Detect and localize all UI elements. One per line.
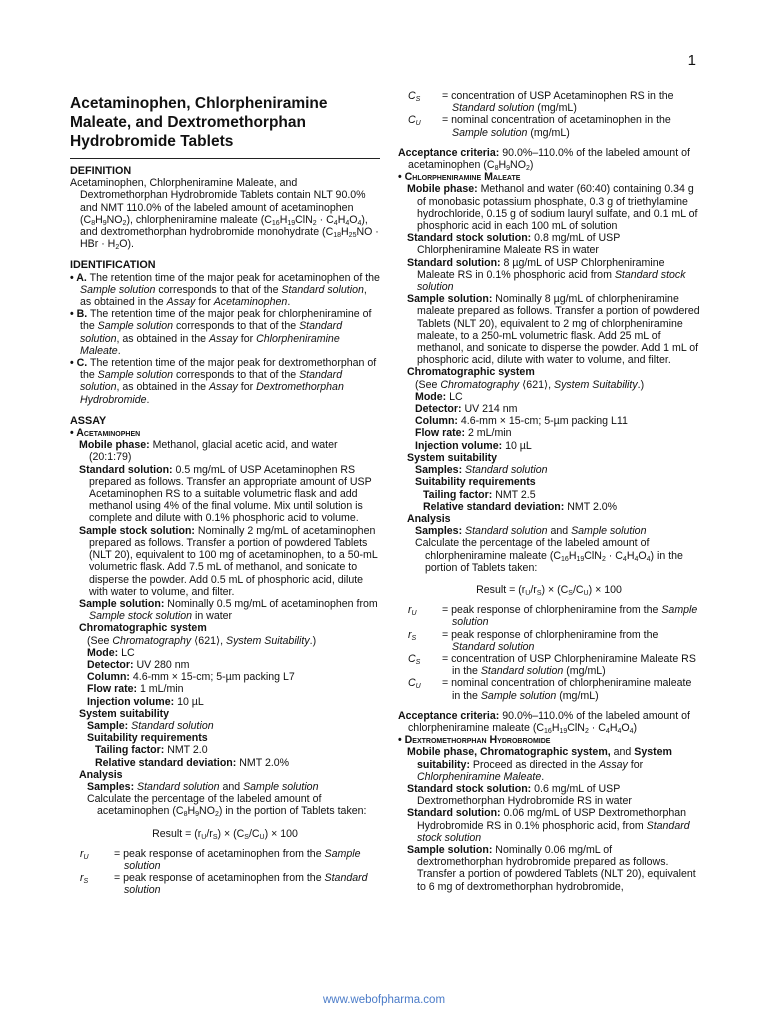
acet-suitability-requirements: Suitability requirements (87, 732, 208, 745)
chlor-flow-rate: Flow rate: 2 mL/min (415, 427, 512, 440)
assay-heading: ASSAY (70, 414, 107, 427)
acetaminophen-subsection: • Acetaminophen (70, 427, 141, 440)
definition-text: Acetaminophen, Chlorpheniramine Maleate, and Dextromethorphan Hydrobromide Tablets contain NLT 90.0% and NMT 110.0% of the labeled amount of acetaminophen $(C_8H_9NO_2)$, chlorpheniramine maleate $(C_{16}H_{19}ClN_2 \cdot C_4H_4O_4)$, and dextromethorphan hydrobromide monohydrate ($C_{18}H_{25}NO$ · HBr · $H_2O$). (70, 177, 379, 252)
chlor-chrom-reference: (See Chromatography ⟨621⟩, System Suitability.) (415, 378, 645, 391)
acet-acceptance-criteria: Acceptance criteria: 90.0%–110.0% of the labeled amount of acetaminophen $(C_8H_9NO_2)$ (398, 146, 690, 173)
acet-column: Column: 4.6-mm × 15-cm; 5-µm packing L7 (87, 671, 295, 684)
acet-sample-stock-solution: Sample stock solution: Nominally 2 mg/mL of acetaminophen prepared as follows. Transfer a portion of powdered Tablets (NLT 20), equivalent to 100 mg of acetaminophen, to a 50-mL volumetric flask. Add 7.5 mL of methanol, and sonicate to disperse the powder. Add 0.5 mL of phosphoric acid, dilute with water to volume, and filter. (79, 524, 378, 598)
chlor-chromatographic-system: Chromatographic system (407, 366, 535, 379)
left-column (70, 90, 380, 897)
chlor-injection-volume: Injection volume: 10 µL (415, 439, 532, 452)
chlor-mobile-phase: Mobile phase: Methanol and water (60:40) containing 0.34 g of monobasic potassium phosphate, 0.3 g of triethylamine hydrochloride, 0.15 g of sodium lauryl sulfate, and 0.1 mL of phosphoric acid in each 100 mL of solution (407, 183, 698, 233)
chlor-rsd: Relative standard deviation: NMT 2.0% (423, 500, 618, 513)
acet-injection-volume: Injection volume: 10 µL (87, 695, 204, 708)
right-column (398, 90, 700, 893)
chlor-mode: Mode: LC (415, 390, 463, 403)
dex-sample-solution: Sample solution: Nominally 0.06 mg/mL of dextromethorphan hydrobromide prepared as follows. Transfer a portion of powdered Tablets (NLT 20), equivalent to 6 mg of dextromethorphan hydrobromide, (407, 843, 696, 893)
chlor-system-suitability: System suitability (407, 451, 498, 464)
acet-mode: Mode: LC (87, 646, 135, 659)
identification-a: • A. The retention time of the major peak for acetaminophen of the Sample solution corresponds to that of the Standard solution, as obtained in the Assay for Acetaminophen. (70, 271, 380, 309)
definition-heading: DEFINITION (70, 165, 132, 177)
acet-sample-solution: Sample solution: Nominally 0.5 mg/mL of acetaminophen from Sample stock solution in water (79, 597, 378, 623)
footer-link[interactable]: www.webofpharma.com (322, 994, 446, 1006)
monograph-title: Acetaminophen, Chlorpheniramine Maleate, and Dextromethorphan Hydrobromide Tablets (70, 95, 328, 150)
acet-def-cs: $C_S$ = concentration of USP Acetaminophen RS in the Standard solution (mg/mL) (408, 90, 674, 115)
chlor-result-formula: Result = $(r_U/r_S) \times (C_S/C_U) \times 100$ (476, 583, 622, 597)
chlor-detector: Detector: UV 214 nm (415, 403, 518, 416)
acet-analysis: Analysis (79, 768, 123, 781)
identification-c: • C. The retention time of the major peak for dextromethorphan of the Sample solution corresponds to that of the Standard solution, as obtained in the Assay for Dextromethorphan Hydrobromide. (70, 357, 377, 406)
chlor-def-ru: $r_U$ = peak response of chlorpheniramine from the Sample solution (408, 604, 698, 629)
acet-system-suitability: System suitability (79, 707, 170, 720)
acet-chromatographic-system: Chromatographic system (79, 622, 207, 635)
chlor-column: Column: 4.6-mm × 15-cm; 5-µm packing L11 (415, 415, 628, 428)
acet-def-ru: $r_U$ = peak response of acetaminophen from the Sample solution (80, 847, 361, 872)
acet-def-rs: $r_S$ = peak response of acetaminophen from the Standard solution (80, 872, 368, 897)
acet-detector: Detector: UV 280 nm (87, 658, 190, 671)
chlor-tailing-factor: Tailing factor: NMT 2.5 (423, 488, 536, 501)
acet-chrom-reference: (See Chromatography ⟨621⟩, System Suitability.) (87, 634, 317, 647)
chlor-samples: Samples: Standard solution and Sample solution (415, 525, 647, 538)
acet-samples: Samples: Standard solution and Sample solution (87, 780, 319, 793)
chlor-def-cu: $C_U$ = nominal concentration of chlorpheniramine maleate in the Sample solution (mg/mL) (408, 677, 692, 702)
identification-heading: IDENTIFICATION (70, 259, 156, 272)
chlor-ss-samples: Samples: Standard solution (415, 464, 548, 477)
chlor-standard-stock-solution: Standard stock solution: 0.8 mg/mL of USP Chlorpheniramine Maleate RS in water (407, 232, 621, 257)
dex-standard-solution: Standard solution: 0.06 mg/mL of USP Dextromethorphan Hydrobromide RS in 0.1% phosphoric acid, from Standard stock solution (407, 807, 690, 844)
chlor-sample-solution: Sample solution: Nominally 8 µg/mL of chlorpheniramine maleate prepared as follows. Transfer a portion of powdered Tablets (NLT 20), equivalent to 2 mg of chlorpheniramine maleate, to a 250-mL volumetric flask. Add 25 mL of methanol, and sonicate to disperse the powder. Add 1 mL of phosphoric acid, dilute with water to volume, and filter. (407, 293, 700, 367)
acet-flow-rate: Flow rate: 1 mL/min (87, 683, 184, 696)
acet-result-formula: Result = $(r_U/r_S) \times (C_S/C_U) \times 100$ (152, 827, 298, 841)
identification-b: • B. The retention time of the major peak for chlorpheniramine of the Sample solution corresponds to that of the Standard solution, as obtained in the Assay for Chlorpheniramine Maleate. (70, 308, 372, 357)
acet-ss-sample: Sample: Standard solution (87, 719, 214, 732)
acet-standard-solution: Standard solution: 0.5 mg/mL of USP Acetaminophen RS prepared as follows. Transfer an appropriate amount of USP Acetaminophen RS to a suitable volumetric flask and add methanol using 4% of the final volume. Mix until solution is complete and dilute with 0.1% phosphoric acid to volume. (79, 463, 372, 525)
page-number: 1 (687, 52, 696, 69)
chlor-calculate-text: Calculate the percentage of the labeled amount of chlorpheniramine maleate $(C_{16}H_{19}ClN_2 \cdot C_4H_4O_4)$ in the portion of Tablets taken: (415, 537, 683, 574)
title-rule (70, 158, 380, 159)
chlor-analysis: Analysis (407, 512, 451, 525)
chlor-def-cs: $C_S$ = concentration of USP Chlorpheniramine Maleate RS in the Standard solution (mg/mL) (408, 652, 696, 678)
chlor-standard-solution: Standard solution: 8 µg/mL of USP Chlorpheniramine Maleate RS in 0.1% phosphoric acid from Standard stock solution (407, 256, 686, 294)
acet-mobile-phase: Mobile phase: Methanol, glacial acetic acid, and water (20:1:79) (79, 439, 338, 464)
acet-rsd: Relative standard deviation: NMT 2.0% (95, 756, 290, 769)
acet-tailing-factor: Tailing factor: NMT 2.0 (95, 744, 208, 757)
dextromethorphan-subsection: • Dextromethorphan Hydrobromide (398, 734, 551, 747)
dex-mobile-phase: Mobile phase, Chromatographic system, and System suitability: Proceed as directed in the Assay for Chlorpheniramine Maleate. (407, 746, 672, 783)
acet-def-cu: $C_U$ = nominal concentration of acetaminophen in the Sample solution (mg/mL) (408, 114, 671, 139)
chlor-def-rs: $r_S$ = peak response of chlorpheniramine from the Standard solution (408, 628, 659, 653)
acet-calculate-text: Calculate the percentage of the labeled amount of acetaminophen $(C_8H_9NO_2)$ in the portion of Tablets taken: (87, 793, 367, 819)
dex-standard-stock-solution: Standard stock solution: 0.6 mg/mL of USP Dextromethorphan Hydrobromide RS in water (407, 782, 632, 808)
chlor-suitability-requirements: Suitability requirements (415, 476, 536, 489)
chlor-acceptance-criteria: Acceptance criteria: 90.0%–110.0% of the labeled amount of chlorpheniramine maleate $(C_{16}H_{19}ClN_2 \cdot C_4H_4O_4)$ (398, 709, 690, 735)
chlorpheniramine-subsection: • Chlorpheniramine Maleate (398, 171, 521, 184)
